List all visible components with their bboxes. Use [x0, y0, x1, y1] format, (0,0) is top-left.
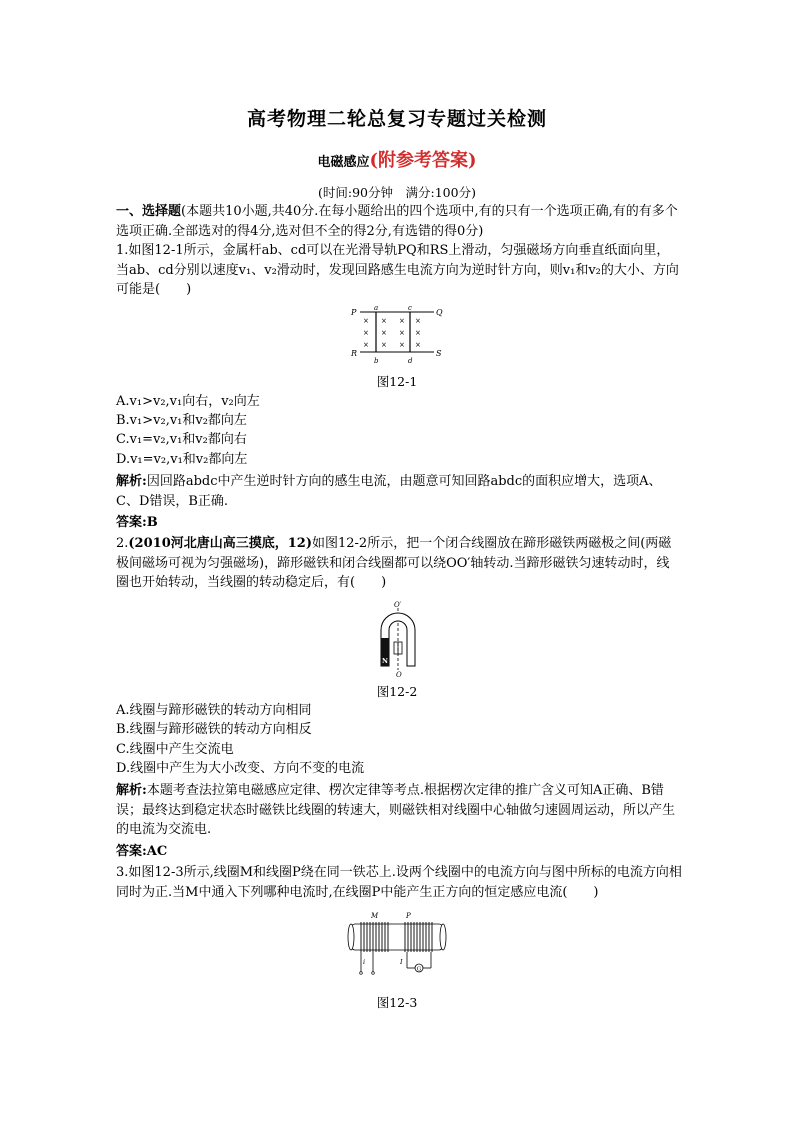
q2-answer: 答案:AC [116, 844, 168, 859]
field-cross: × [399, 317, 405, 325]
fig3-label-i: i [363, 958, 366, 966]
fig1-label-R: R [351, 349, 358, 358]
field-cross: × [415, 317, 421, 325]
q1-option-a: A.v₁>v₂,v₁向右，v₂向左 [116, 394, 260, 409]
q3-stem: 3.如图12-3所示,线圈M和线圈P绕在同一铁芯上.设两个线圈中的电流方向与图中所标的电流方向相同时为正.当M中通入下列哪种电流时,在线圈P中能产生正方向的恒定感应电流( ) [116, 865, 682, 900]
q2-option-a: A.线圈与蹄形磁铁的转动方向相同 [116, 703, 312, 718]
fig1-label-S: S [436, 349, 442, 358]
subtitle-note: (附参考答案) [369, 150, 477, 171]
fig1-label-a: a [374, 304, 379, 312]
field-cross: × [415, 341, 421, 349]
field-cross: × [381, 341, 387, 349]
fig1-label-Q: Q [436, 308, 443, 317]
subtitle-topic: 电磁感应 [317, 155, 370, 170]
fig2-label-O-prime: O′ [394, 601, 402, 609]
page-subtitle [0, 146, 794, 172]
fig3-label-G: G [416, 966, 422, 973]
figure-12-3-caption: 图12-3 [376, 995, 418, 1010]
field-cross: × [363, 341, 369, 349]
fig1-label-P: P [351, 308, 357, 317]
q1-answer: 答案:B [116, 515, 158, 530]
q2-analysis [116, 781, 682, 840]
q2-analysis-label: 解析: [116, 783, 147, 798]
section-intro [116, 202, 682, 241]
fig2-label-O: O [396, 671, 402, 678]
q1-option-c: C.v₁=v₂,v₁和v₂都向右 [116, 432, 247, 447]
field-cross: × [363, 317, 369, 325]
figure-12-1 [348, 302, 444, 370]
q2-analysis-text: 本题考查法拉第电磁感应定律、楞次定律等考点.根据楞次定律的推广含义可知A正确、B错误；最终达到稳定状态时磁铁比线圈的转速大，则磁铁相对线圈中心轴做匀速圆周运动，所以产生的电流为交流电. [116, 783, 676, 837]
q2-option-b: B.线圈与蹄形磁铁的转动方向相反 [116, 722, 312, 737]
q2-stem-text: 如图12-2所示，把一个闭合线圈放在蹄形磁铁两磁极之间(两磁极间磁场可视为匀强磁场)，蹄形磁铁和闭合线圈都可以绕OO′轴转动.当蹄形磁铁匀速转动时，线圈也开始转动，当线圈的转动稳定后，有( ) [116, 536, 672, 590]
fig1-label-c: c [408, 304, 412, 312]
q2-option-c: C.线圈中产生交流电 [116, 742, 234, 757]
figure-12-3 [345, 910, 449, 978]
fig3-label-P: P [406, 912, 411, 920]
section-heading: 一、选择题 [116, 204, 182, 219]
field-cross: × [415, 329, 421, 337]
figure-12-2-caption: 图12-2 [376, 684, 418, 699]
section-desc: (本题共10小题,共40分.在每小题给出的四个选项中,有的只有一个选项正确,有的有多个选项正确.全部选对的得4分,选对但不全的得2分,有选错的得0分) [116, 204, 678, 239]
q1-stem: 1.如图12-1所示，金属杆ab、cd可以在光滑导轨PQ和RS上滑动，匀强磁场方向垂直纸面向里，当ab、cd分别以速度v₁、v₂滑动时，发现回路感生电流方向为逆时针方向，则v₁和v₂的大小、方向可能是( ) [116, 243, 679, 297]
q2-source: (2010河北唐山高三摸底，12) [128, 536, 312, 551]
q2-stem [116, 534, 682, 593]
figure-12-2 [372, 600, 428, 678]
field-cross: × [381, 317, 387, 325]
field-cross: × [399, 329, 405, 337]
q1-analysis-label: 解析: [116, 474, 147, 489]
field-cross: × [399, 341, 405, 349]
fig1-label-b: b [374, 357, 379, 365]
figure-12-1-caption: 图12-1 [376, 374, 418, 389]
q1-option-d: D.v₁=v₂,v₁和v₂都向左 [116, 452, 248, 467]
field-cross: × [381, 329, 387, 337]
fig2-label-N: N [382, 657, 388, 665]
q1-analysis-text: 因回路abdc中产生逆时针方向的感生电流，由题意可知回路abdc的面积应增大，选项A、C、D错误，B正确. [116, 474, 662, 509]
fig3-label-I: I [400, 958, 403, 966]
q1-option-b: B.v₁>v₂,v₁和v₂都向左 [116, 413, 247, 428]
field-cross: × [363, 329, 369, 337]
fig3-label-M: M [371, 912, 379, 920]
page-title: 高考物理二轮总复习专题过关检测 [246, 108, 547, 130]
time-info: (时间:90分钟 满分:100分) [318, 185, 476, 200]
fig1-label-d: d [408, 357, 413, 365]
q2-number: 2. [116, 536, 129, 551]
q1-analysis [116, 472, 682, 511]
q2-option-d: D.线圈中产生为大小改变、方向不变的电流 [116, 761, 365, 776]
